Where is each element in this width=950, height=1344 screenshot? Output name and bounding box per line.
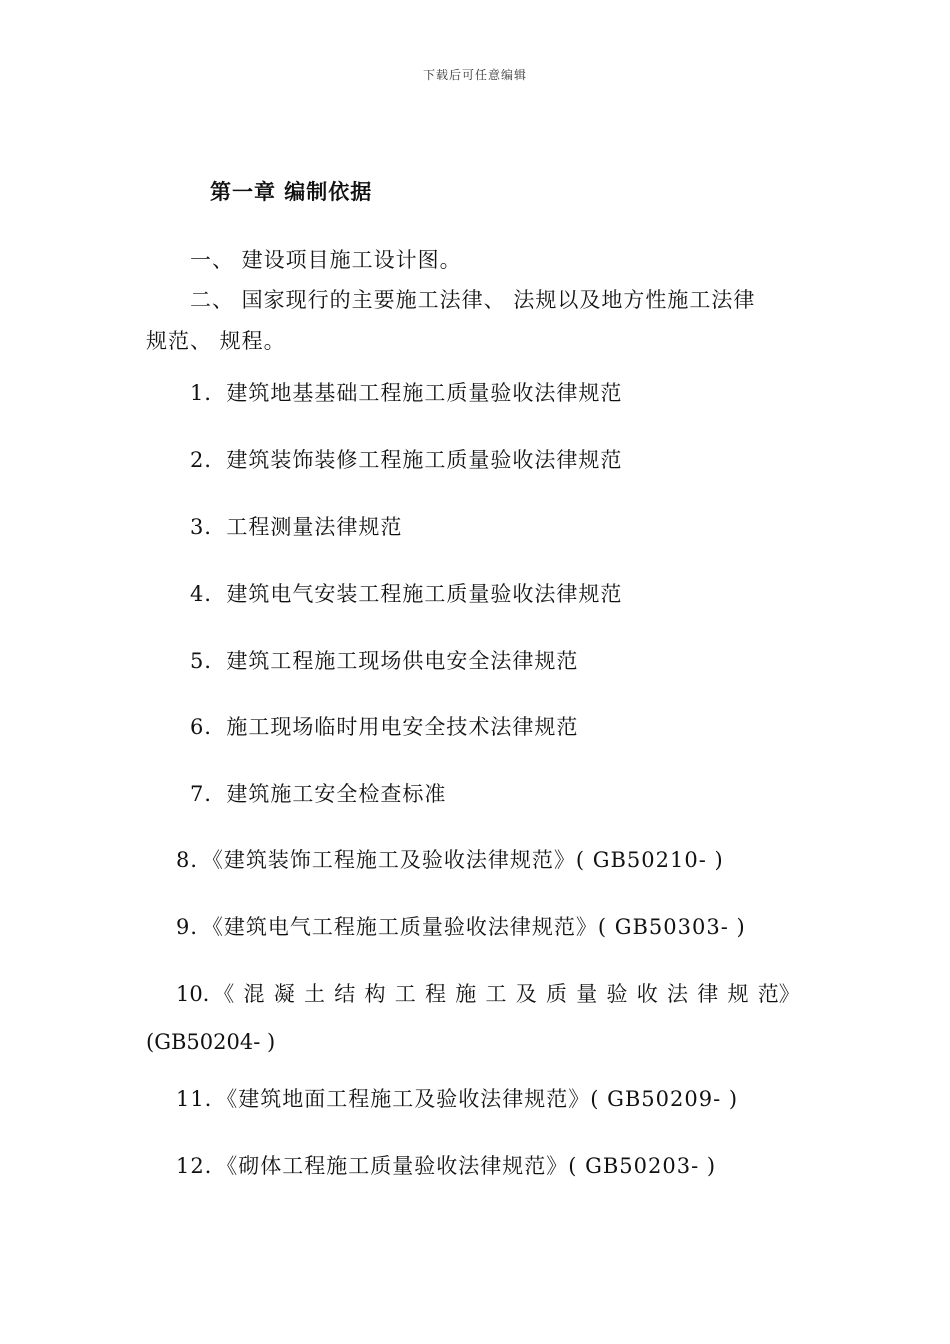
list-item-12: 12．《砌体工程施工质量验收法律规范》( GB50203- ): [176, 1154, 717, 1178]
list-item-10-segment: 混: [243, 982, 265, 1006]
list-item-7: 7．建筑施工安全检查标准: [190, 782, 447, 806]
list-item-10-line-1: [176, 978, 800, 1008]
list-item-5: 5．建筑工程施工现场供电安全法律规范: [190, 649, 579, 673]
list-item-9: 9．《建筑电气工程施工质量验收法律规范》( GB50303- ): [176, 915, 746, 939]
section-2-line-1: 二、 国家现行的主要施工法律、 法规以及地方性施工法律: [190, 288, 756, 312]
list-item-10-segment: 量: [576, 982, 598, 1006]
list-item-10-segment: 施: [455, 982, 477, 1006]
list-item-10-segment: 规: [727, 982, 749, 1006]
list-item-2: 2．建筑装饰装修工程施工质量验收法律规范: [190, 448, 623, 472]
list-item-6: 6．施工现场临时用电安全技术法律规范: [190, 715, 579, 739]
list-item-10-segment: 工: [485, 982, 507, 1006]
list-item-1: 1．建筑地基基础工程施工质量验收法律规范: [190, 381, 623, 405]
list-item-10-segment: 程: [424, 982, 446, 1006]
list-item-10-segment: 验: [606, 982, 628, 1006]
section-2-line-2: 规范、 规程。: [146, 329, 286, 353]
list-item-10-segment: 凝: [273, 982, 295, 1006]
list-item-10-segment: 法: [666, 982, 688, 1006]
list-item-10-line-2: (GB50204- ): [146, 1030, 276, 1054]
list-item-10-segment: 土: [303, 982, 325, 1006]
list-item-10-segment: 质: [545, 982, 567, 1006]
list-item-10-segment: 律: [697, 982, 719, 1006]
section-1: 一、 建设项目施工设计图。: [190, 248, 462, 272]
list-item-11: 11．《建筑地面工程施工及验收法律规范》( GB50209- ): [176, 1087, 739, 1111]
list-item-10-segment: 及: [515, 982, 537, 1006]
list-item-10-segment: 结: [334, 982, 356, 1006]
list-item-4: 4．建筑电气安装工程施工质量验收法律规范: [190, 582, 623, 606]
list-item-8: 8．《建筑装饰工程施工及验收法律规范》( GB50210- ): [176, 848, 724, 872]
chapter-title: 第一章 编制依据: [210, 180, 373, 204]
list-item-10-segment: 工: [394, 982, 416, 1006]
list-item-10-segment: 范》: [757, 982, 800, 1006]
list-item-3: 3．工程测量法律规范: [190, 515, 403, 539]
list-item-10-segment: 构: [364, 982, 386, 1006]
list-item-10-segment: 10．《: [176, 982, 235, 1006]
list-item-10-segment: 收: [636, 982, 658, 1006]
page-header-note: 下载后可任意编辑: [422, 68, 527, 82]
